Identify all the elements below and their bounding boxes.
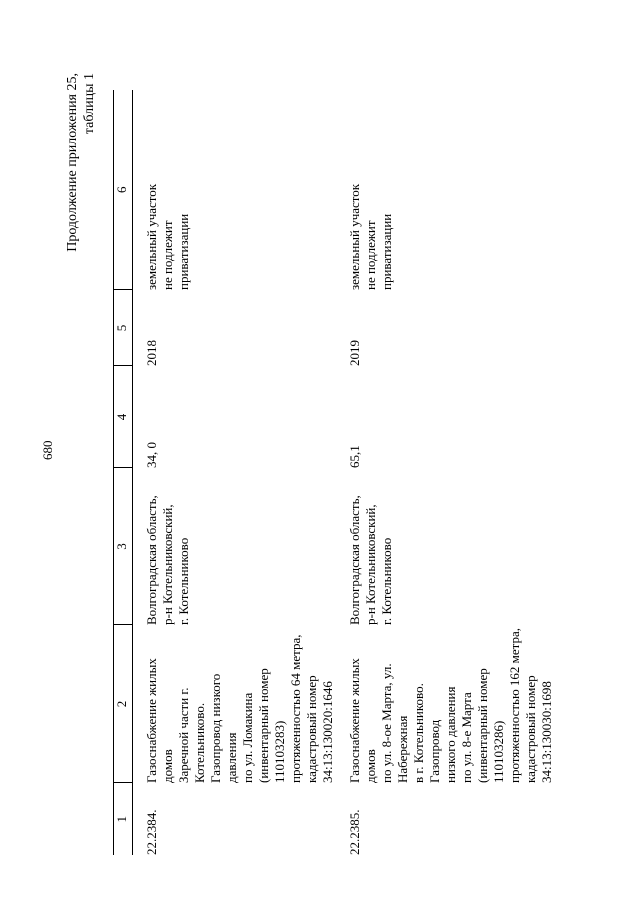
continuation-heading [64,73,98,252]
row-value: 65,1 [347,445,362,468]
table-row [336,90,555,855]
page-number: 680 [40,440,55,460]
table-header-row [114,90,133,855]
row-location: Волгоградская область, р-н Котельниковский, г. Котельниково [347,495,394,625]
row-number: 22.2384. [144,809,159,855]
header-col-3: 3 [114,468,133,625]
header-col-1: 1 [114,783,133,855]
row-location: Волгоградская область, р-н Котельниковский, г. Котельниково [144,495,191,625]
row-value: 34, 0 [144,442,159,468]
header-col-4: 4 [114,366,133,468]
row-year: 2018 [144,340,159,366]
header-col-5: 5 [114,290,133,366]
header-col-6: 6 [114,90,133,290]
header-col-2: 2 [114,625,133,783]
table-row [133,90,337,855]
row-description: Газоснабжение жилых домов по ул. 8-ое Марта, ул. Набережная в г. Котельниково. Газопровод низкого давления по ул. 8-е Марта (инвентарный номер 110103286) протяженностью 162 метра, кадастровый номер 34:13:130030:1698 [347,627,554,783]
continuation-line-2: таблицы 1 [82,73,97,135]
row-year: 2019 [347,340,362,366]
row-number: 22.2385. [347,809,362,855]
row-description: Газоснабжение жилых домов Заречной части г. Котельниково. Газопровод низкого давления по ул. Ломакина (инвентарный номер 110103283) протяженностью 64 метра, кадастровый номер 34:13:130020:1646 [144,634,335,783]
row-note: земельный участок не подлежит приватизации [144,183,191,290]
row-note: земельный участок не подлежит приватизации [347,183,394,290]
continuation-line-1: Продолжение приложения 25, [65,73,80,252]
property-table [113,90,555,855]
